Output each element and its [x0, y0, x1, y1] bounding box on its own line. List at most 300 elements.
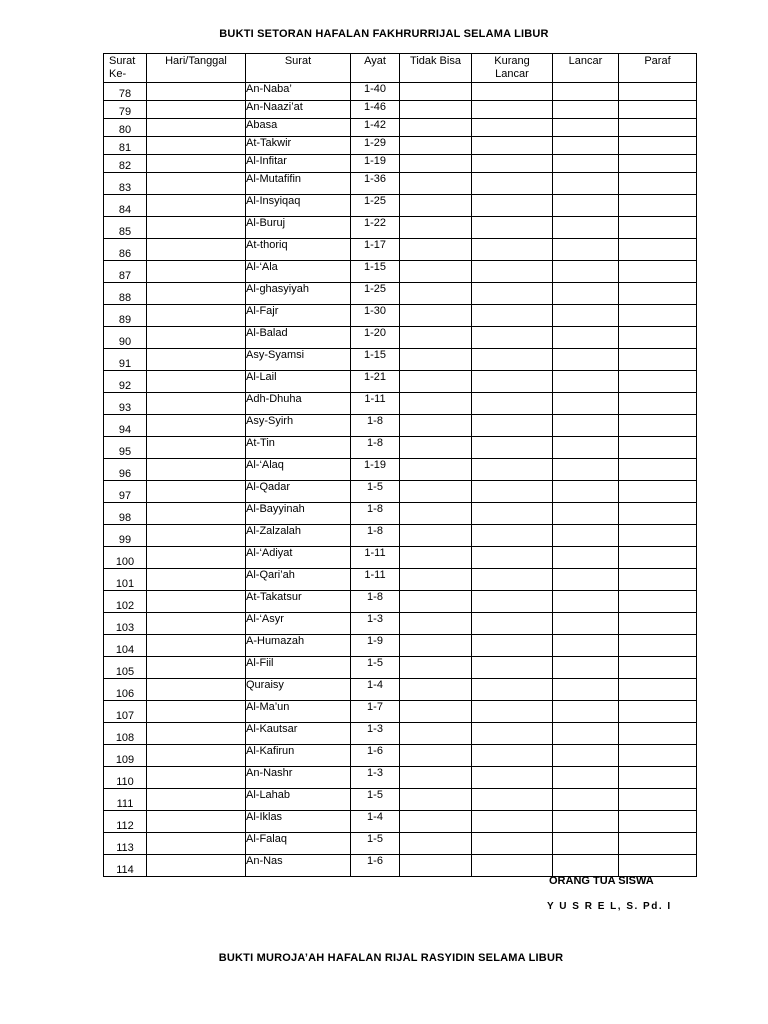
header-hari-tanggal: Hari/Tanggal	[147, 54, 246, 83]
row-paraf-cell[interactable]	[619, 481, 697, 503]
row-lancar-cell[interactable]	[553, 327, 619, 349]
row-date-cell[interactable]	[147, 481, 246, 503]
table-row	[104, 349, 697, 371]
row-ayat-range: 1-7	[351, 701, 400, 723]
row-date-cell[interactable]	[147, 855, 246, 877]
row-tidak-bisa-cell[interactable]	[400, 569, 472, 591]
row-lancar-cell[interactable]	[553, 503, 619, 525]
row-date-cell[interactable]	[147, 217, 246, 239]
row-lancar-cell[interactable]	[553, 415, 619, 437]
row-lancar-cell[interactable]	[553, 635, 619, 657]
row-paraf-cell[interactable]	[619, 811, 697, 833]
row-surat-name: Al-‘Adiyat	[246, 547, 351, 569]
row-paraf-cell[interactable]	[619, 547, 697, 569]
row-kurang-lancar-cell[interactable]	[472, 547, 553, 569]
row-surat-name: Al-Falaq	[246, 833, 351, 855]
row-lancar-cell[interactable]	[553, 393, 619, 415]
row-kurang-lancar-cell[interactable]	[472, 415, 553, 437]
row-date-cell[interactable]	[147, 547, 246, 569]
table-row	[104, 371, 697, 393]
row-tidak-bisa-cell[interactable]	[400, 283, 472, 305]
row-paraf-cell[interactable]	[619, 701, 697, 723]
row-paraf-cell[interactable]	[619, 459, 697, 481]
row-lancar-cell[interactable]	[553, 137, 619, 155]
row-paraf-cell[interactable]	[619, 173, 697, 195]
row-lancar-cell[interactable]	[553, 657, 619, 679]
row-tidak-bisa-cell[interactable]	[400, 155, 472, 173]
table-header-row	[104, 54, 697, 83]
row-date-cell[interactable]	[147, 613, 246, 635]
table-row	[104, 101, 697, 119]
table-row	[104, 437, 697, 459]
row-number: 97	[104, 481, 147, 503]
row-number: 108	[104, 723, 147, 745]
table-row	[104, 119, 697, 137]
row-tidak-bisa-cell[interactable]	[400, 723, 472, 745]
row-lancar-cell[interactable]	[553, 261, 619, 283]
row-kurang-lancar-cell[interactable]	[472, 855, 553, 877]
row-date-cell[interactable]	[147, 525, 246, 547]
row-number: 80	[104, 119, 147, 137]
row-surat-name: At-Takatsur	[246, 591, 351, 613]
row-ayat-range: 1-11	[351, 393, 400, 415]
row-date-cell[interactable]	[147, 101, 246, 119]
row-paraf-cell[interactable]	[619, 371, 697, 393]
row-tidak-bisa-cell[interactable]	[400, 833, 472, 855]
row-surat-name: An-Naba’	[246, 83, 351, 101]
row-tidak-bisa-cell[interactable]	[400, 437, 472, 459]
row-tidak-bisa-cell[interactable]	[400, 327, 472, 349]
table-row	[104, 195, 697, 217]
row-kurang-lancar-cell[interactable]	[472, 371, 553, 393]
row-number: 106	[104, 679, 147, 701]
row-surat-name: Al-Iklas	[246, 811, 351, 833]
row-kurang-lancar-cell[interactable]	[472, 635, 553, 657]
row-lancar-cell[interactable]	[553, 701, 619, 723]
row-surat-name: Asy-Syamsi	[246, 349, 351, 371]
row-tidak-bisa-cell[interactable]	[400, 525, 472, 547]
header-tidak-bisa: Tidak Bisa	[400, 54, 472, 83]
row-number: 91	[104, 349, 147, 371]
row-ayat-range: 1-5	[351, 657, 400, 679]
teacher-name: Y U S R E L, S. Pd. I	[547, 901, 672, 912]
row-lancar-cell[interactable]	[553, 83, 619, 101]
row-kurang-lancar-cell[interactable]	[472, 701, 553, 723]
row-lancar-cell[interactable]	[553, 745, 619, 767]
row-surat-name: Adh-Dhuha	[246, 393, 351, 415]
row-lancar-cell[interactable]	[553, 591, 619, 613]
row-number: 88	[104, 283, 147, 305]
row-surat-name: Al-‘Asyr	[246, 613, 351, 635]
header-surat: Surat	[246, 54, 351, 83]
row-lancar-cell[interactable]	[553, 283, 619, 305]
row-surat-name: An-Naazi’at	[246, 101, 351, 119]
next-section-title: BUKTI MUROJA’AH HAFALAN RIJAL RASYIDIN SELAMA LIBUR	[218, 952, 564, 964]
row-date-cell[interactable]	[147, 459, 246, 481]
row-surat-name: Al-Lahab	[246, 789, 351, 811]
table-row	[104, 261, 697, 283]
row-date-cell[interactable]	[147, 173, 246, 195]
row-paraf-cell[interactable]	[619, 503, 697, 525]
row-tidak-bisa-cell[interactable]	[400, 305, 472, 327]
row-date-cell[interactable]	[147, 503, 246, 525]
table-row	[104, 239, 697, 261]
row-paraf-cell[interactable]	[619, 101, 697, 119]
row-paraf-cell[interactable]	[619, 723, 697, 745]
row-lancar-cell[interactable]	[553, 811, 619, 833]
row-surat-name: Al-Insyiqaq	[246, 195, 351, 217]
row-tidak-bisa-cell[interactable]	[400, 101, 472, 119]
row-number: 95	[104, 437, 147, 459]
row-number: 83	[104, 173, 147, 195]
row-number: 104	[104, 635, 147, 657]
row-kurang-lancar-cell[interactable]	[472, 437, 553, 459]
row-number: 78	[104, 83, 147, 101]
row-kurang-lancar-cell[interactable]	[472, 767, 553, 789]
row-date-cell[interactable]	[147, 137, 246, 155]
row-kurang-lancar-cell[interactable]	[472, 503, 553, 525]
row-lancar-cell[interactable]	[553, 525, 619, 547]
row-number: 102	[104, 591, 147, 613]
row-tidak-bisa-cell[interactable]	[400, 745, 472, 767]
row-number: 94	[104, 415, 147, 437]
row-surat-name: Al-‘Ala	[246, 261, 351, 283]
row-kurang-lancar-cell[interactable]	[472, 283, 553, 305]
row-ayat-range: 1-19	[351, 459, 400, 481]
row-date-cell[interactable]	[147, 119, 246, 137]
row-surat-name: Al-‘Alaq	[246, 459, 351, 481]
row-date-cell[interactable]	[147, 679, 246, 701]
row-tidak-bisa-cell[interactable]	[400, 119, 472, 137]
row-date-cell[interactable]	[147, 657, 246, 679]
row-surat-name: At-Tin	[246, 437, 351, 459]
row-kurang-lancar-cell[interactable]	[472, 745, 553, 767]
table-row	[104, 481, 697, 503]
row-date-cell[interactable]	[147, 371, 246, 393]
table-row	[104, 745, 697, 767]
row-date-cell[interactable]	[147, 723, 246, 745]
row-kurang-lancar-cell[interactable]	[472, 195, 553, 217]
row-paraf-cell[interactable]	[619, 415, 697, 437]
row-tidak-bisa-cell[interactable]	[400, 371, 472, 393]
row-paraf-cell[interactable]	[619, 261, 697, 283]
row-date-cell[interactable]	[147, 415, 246, 437]
table-row	[104, 833, 697, 855]
row-paraf-cell[interactable]	[619, 679, 697, 701]
row-tidak-bisa-cell[interactable]	[400, 83, 472, 101]
row-paraf-cell[interactable]	[619, 155, 697, 173]
row-kurang-lancar-cell[interactable]	[472, 155, 553, 173]
table-row	[104, 525, 697, 547]
row-date-cell[interactable]	[147, 789, 246, 811]
row-kurang-lancar-cell[interactable]	[472, 327, 553, 349]
row-ayat-range: 1-30	[351, 305, 400, 327]
row-lancar-cell[interactable]	[553, 437, 619, 459]
row-lancar-cell[interactable]	[553, 789, 619, 811]
row-date-cell[interactable]	[147, 327, 246, 349]
row-kurang-lancar-cell[interactable]	[472, 569, 553, 591]
row-tidak-bisa-cell[interactable]	[400, 393, 472, 415]
row-paraf-cell[interactable]	[619, 437, 697, 459]
row-number: 110	[104, 767, 147, 789]
row-tidak-bisa-cell[interactable]	[400, 239, 472, 261]
row-number: 82	[104, 155, 147, 173]
row-paraf-cell[interactable]	[619, 767, 697, 789]
row-tidak-bisa-cell[interactable]	[400, 811, 472, 833]
row-tidak-bisa-cell[interactable]	[400, 503, 472, 525]
row-paraf-cell[interactable]	[619, 217, 697, 239]
row-lancar-cell[interactable]	[553, 459, 619, 481]
row-paraf-cell[interactable]	[619, 657, 697, 679]
row-kurang-lancar-cell[interactable]	[472, 679, 553, 701]
row-ayat-range: 1-29	[351, 137, 400, 155]
memorization-table	[103, 53, 697, 877]
row-lancar-cell[interactable]	[553, 569, 619, 591]
row-paraf-cell[interactable]	[619, 591, 697, 613]
row-paraf-cell[interactable]	[619, 393, 697, 415]
row-tidak-bisa-cell[interactable]	[400, 767, 472, 789]
row-kurang-lancar-cell[interactable]	[472, 591, 553, 613]
row-ayat-range: 1-8	[351, 503, 400, 525]
row-date-cell[interactable]	[147, 349, 246, 371]
row-date-cell[interactable]	[147, 811, 246, 833]
row-surat-name: A-Humazah	[246, 635, 351, 657]
row-tidak-bisa-cell[interactable]	[400, 349, 472, 371]
row-paraf-cell[interactable]	[619, 613, 697, 635]
row-surat-name: Al-Fajr	[246, 305, 351, 327]
row-tidak-bisa-cell[interactable]	[400, 701, 472, 723]
row-lancar-cell[interactable]	[553, 371, 619, 393]
row-paraf-cell[interactable]	[619, 855, 697, 877]
row-kurang-lancar-cell[interactable]	[472, 723, 553, 745]
row-date-cell[interactable]	[147, 767, 246, 789]
row-kurang-lancar-cell[interactable]	[472, 833, 553, 855]
row-ayat-range: 1-8	[351, 415, 400, 437]
row-tidak-bisa-cell[interactable]	[400, 789, 472, 811]
row-surat-name: Al-Kafirun	[246, 745, 351, 767]
row-kurang-lancar-cell[interactable]	[472, 525, 553, 547]
row-tidak-bisa-cell[interactable]	[400, 657, 472, 679]
row-ayat-range: 1-25	[351, 195, 400, 217]
row-number: 96	[104, 459, 147, 481]
row-surat-name: Al-Zalzalah	[246, 525, 351, 547]
row-ayat-range: 1-17	[351, 239, 400, 261]
row-number: 92	[104, 371, 147, 393]
row-ayat-range: 1-11	[351, 547, 400, 569]
row-ayat-range: 1-42	[351, 119, 400, 137]
row-paraf-cell[interactable]	[619, 349, 697, 371]
row-kurang-lancar-cell[interactable]	[472, 613, 553, 635]
row-surat-name: An-Nashr	[246, 767, 351, 789]
row-paraf-cell[interactable]	[619, 525, 697, 547]
row-paraf-cell[interactable]	[619, 119, 697, 137]
row-kurang-lancar-cell[interactable]	[472, 657, 553, 679]
row-paraf-cell[interactable]	[619, 789, 697, 811]
row-tidak-bisa-cell[interactable]	[400, 459, 472, 481]
row-ayat-range: 1-40	[351, 83, 400, 101]
row-paraf-cell[interactable]	[619, 83, 697, 101]
row-paraf-cell[interactable]	[619, 327, 697, 349]
header-ayat: Ayat	[351, 54, 400, 83]
row-paraf-cell[interactable]	[619, 745, 697, 767]
row-date-cell[interactable]	[147, 833, 246, 855]
row-ayat-range: 1-6	[351, 855, 400, 877]
row-ayat-range: 1-15	[351, 349, 400, 371]
row-tidak-bisa-cell[interactable]	[400, 613, 472, 635]
row-tidak-bisa-cell[interactable]	[400, 481, 472, 503]
row-lancar-cell[interactable]	[553, 101, 619, 119]
row-paraf-cell[interactable]	[619, 239, 697, 261]
row-ayat-range: 1-5	[351, 789, 400, 811]
table-row	[104, 635, 697, 657]
row-paraf-cell[interactable]	[619, 305, 697, 327]
row-tidak-bisa-cell[interactable]	[400, 635, 472, 657]
row-number: 98	[104, 503, 147, 525]
row-paraf-cell[interactable]	[619, 137, 697, 155]
row-lancar-cell[interactable]	[553, 195, 619, 217]
row-ayat-range: 1-15	[351, 261, 400, 283]
row-surat-name: Al-Buruj	[246, 217, 351, 239]
row-kurang-lancar-cell[interactable]	[472, 305, 553, 327]
row-lancar-cell[interactable]	[553, 613, 619, 635]
row-tidak-bisa-cell[interactable]	[400, 261, 472, 283]
row-date-cell[interactable]	[147, 239, 246, 261]
row-kurang-lancar-cell[interactable]	[472, 173, 553, 195]
table-row	[104, 283, 697, 305]
table-row	[104, 767, 697, 789]
row-date-cell[interactable]	[147, 155, 246, 173]
row-tidak-bisa-cell[interactable]	[400, 415, 472, 437]
row-surat-name: Al-ghasyiyah	[246, 283, 351, 305]
row-number: 114	[104, 855, 147, 877]
row-number: 109	[104, 745, 147, 767]
table-row	[104, 811, 697, 833]
table-body	[104, 83, 697, 877]
row-kurang-lancar-cell[interactable]	[472, 217, 553, 239]
row-lancar-cell[interactable]	[553, 217, 619, 239]
row-kurang-lancar-cell[interactable]	[472, 349, 553, 371]
row-kurang-lancar-cell[interactable]	[472, 261, 553, 283]
row-lancar-cell[interactable]	[553, 767, 619, 789]
row-lancar-cell[interactable]	[553, 155, 619, 173]
table-row	[104, 173, 697, 195]
row-surat-name: Al-Qari’ah	[246, 569, 351, 591]
row-lancar-cell[interactable]	[553, 119, 619, 137]
row-number: 93	[104, 393, 147, 415]
row-surat-name: Al-Bayyinah	[246, 503, 351, 525]
row-paraf-cell[interactable]	[619, 195, 697, 217]
row-date-cell[interactable]	[147, 393, 246, 415]
row-tidak-bisa-cell[interactable]	[400, 679, 472, 701]
header-lancar: Lancar	[553, 54, 619, 83]
row-date-cell[interactable]	[147, 83, 246, 101]
row-date-cell[interactable]	[147, 569, 246, 591]
parent-signature-label: ORANG TUA SISWA	[549, 875, 654, 887]
row-date-cell[interactable]	[147, 745, 246, 767]
row-number: 86	[104, 239, 147, 261]
row-tidak-bisa-cell[interactable]	[400, 173, 472, 195]
row-surat-name: Al-Ma’un	[246, 701, 351, 723]
row-ayat-range: 1-20	[351, 327, 400, 349]
row-ayat-range: 1-46	[351, 101, 400, 119]
row-kurang-lancar-cell[interactable]	[472, 239, 553, 261]
row-ayat-range: 1-8	[351, 437, 400, 459]
row-lancar-cell[interactable]	[553, 481, 619, 503]
row-tidak-bisa-cell[interactable]	[400, 547, 472, 569]
row-lancar-cell[interactable]	[553, 547, 619, 569]
table-row	[104, 657, 697, 679]
row-number: 107	[104, 701, 147, 723]
row-number: 101	[104, 569, 147, 591]
table-row	[104, 503, 697, 525]
row-number: 105	[104, 657, 147, 679]
row-date-cell[interactable]	[147, 701, 246, 723]
row-kurang-lancar-cell[interactable]	[472, 789, 553, 811]
row-lancar-cell[interactable]	[553, 855, 619, 877]
table-row	[104, 723, 697, 745]
row-kurang-lancar-cell[interactable]	[472, 393, 553, 415]
row-kurang-lancar-cell[interactable]	[472, 137, 553, 155]
row-kurang-lancar-cell[interactable]	[472, 811, 553, 833]
row-number: 100	[104, 547, 147, 569]
row-ayat-range: 1-11	[351, 569, 400, 591]
row-date-cell[interactable]	[147, 591, 246, 613]
row-number: 79	[104, 101, 147, 119]
row-lancar-cell[interactable]	[553, 679, 619, 701]
row-tidak-bisa-cell[interactable]	[400, 855, 472, 877]
row-lancar-cell[interactable]	[553, 173, 619, 195]
row-tidak-bisa-cell[interactable]	[400, 137, 472, 155]
row-date-cell[interactable]	[147, 305, 246, 327]
row-ayat-range: 1-21	[351, 371, 400, 393]
row-date-cell[interactable]	[147, 283, 246, 305]
row-tidak-bisa-cell[interactable]	[400, 195, 472, 217]
row-number: 113	[104, 833, 147, 855]
row-lancar-cell[interactable]	[553, 723, 619, 745]
row-date-cell[interactable]	[147, 195, 246, 217]
table-row	[104, 415, 697, 437]
row-lancar-cell[interactable]	[553, 239, 619, 261]
row-tidak-bisa-cell[interactable]	[400, 591, 472, 613]
row-tidak-bisa-cell[interactable]	[400, 217, 472, 239]
row-lancar-cell[interactable]	[553, 349, 619, 371]
row-surat-name: Al-Balad	[246, 327, 351, 349]
row-date-cell[interactable]	[147, 437, 246, 459]
row-date-cell[interactable]	[147, 635, 246, 657]
row-lancar-cell[interactable]	[553, 305, 619, 327]
row-kurang-lancar-cell[interactable]	[472, 481, 553, 503]
row-paraf-cell[interactable]	[619, 635, 697, 657]
row-lancar-cell[interactable]	[553, 833, 619, 855]
row-kurang-lancar-cell[interactable]	[472, 101, 553, 119]
row-paraf-cell[interactable]	[619, 569, 697, 591]
row-surat-name: Quraisy	[246, 679, 351, 701]
header-kurang-lancar: Kurang Lancar	[472, 54, 553, 83]
row-kurang-lancar-cell[interactable]	[472, 459, 553, 481]
row-date-cell[interactable]	[147, 261, 246, 283]
row-ayat-range: 1-19	[351, 155, 400, 173]
table-row	[104, 155, 697, 173]
row-paraf-cell[interactable]	[619, 283, 697, 305]
row-number: 89	[104, 305, 147, 327]
row-ayat-range: 1-3	[351, 723, 400, 745]
row-kurang-lancar-cell[interactable]	[472, 119, 553, 137]
row-number: 85	[104, 217, 147, 239]
row-kurang-lancar-cell[interactable]	[472, 83, 553, 101]
row-surat-name: At-thoriq	[246, 239, 351, 261]
row-paraf-cell[interactable]	[619, 833, 697, 855]
row-ayat-range: 1-8	[351, 525, 400, 547]
